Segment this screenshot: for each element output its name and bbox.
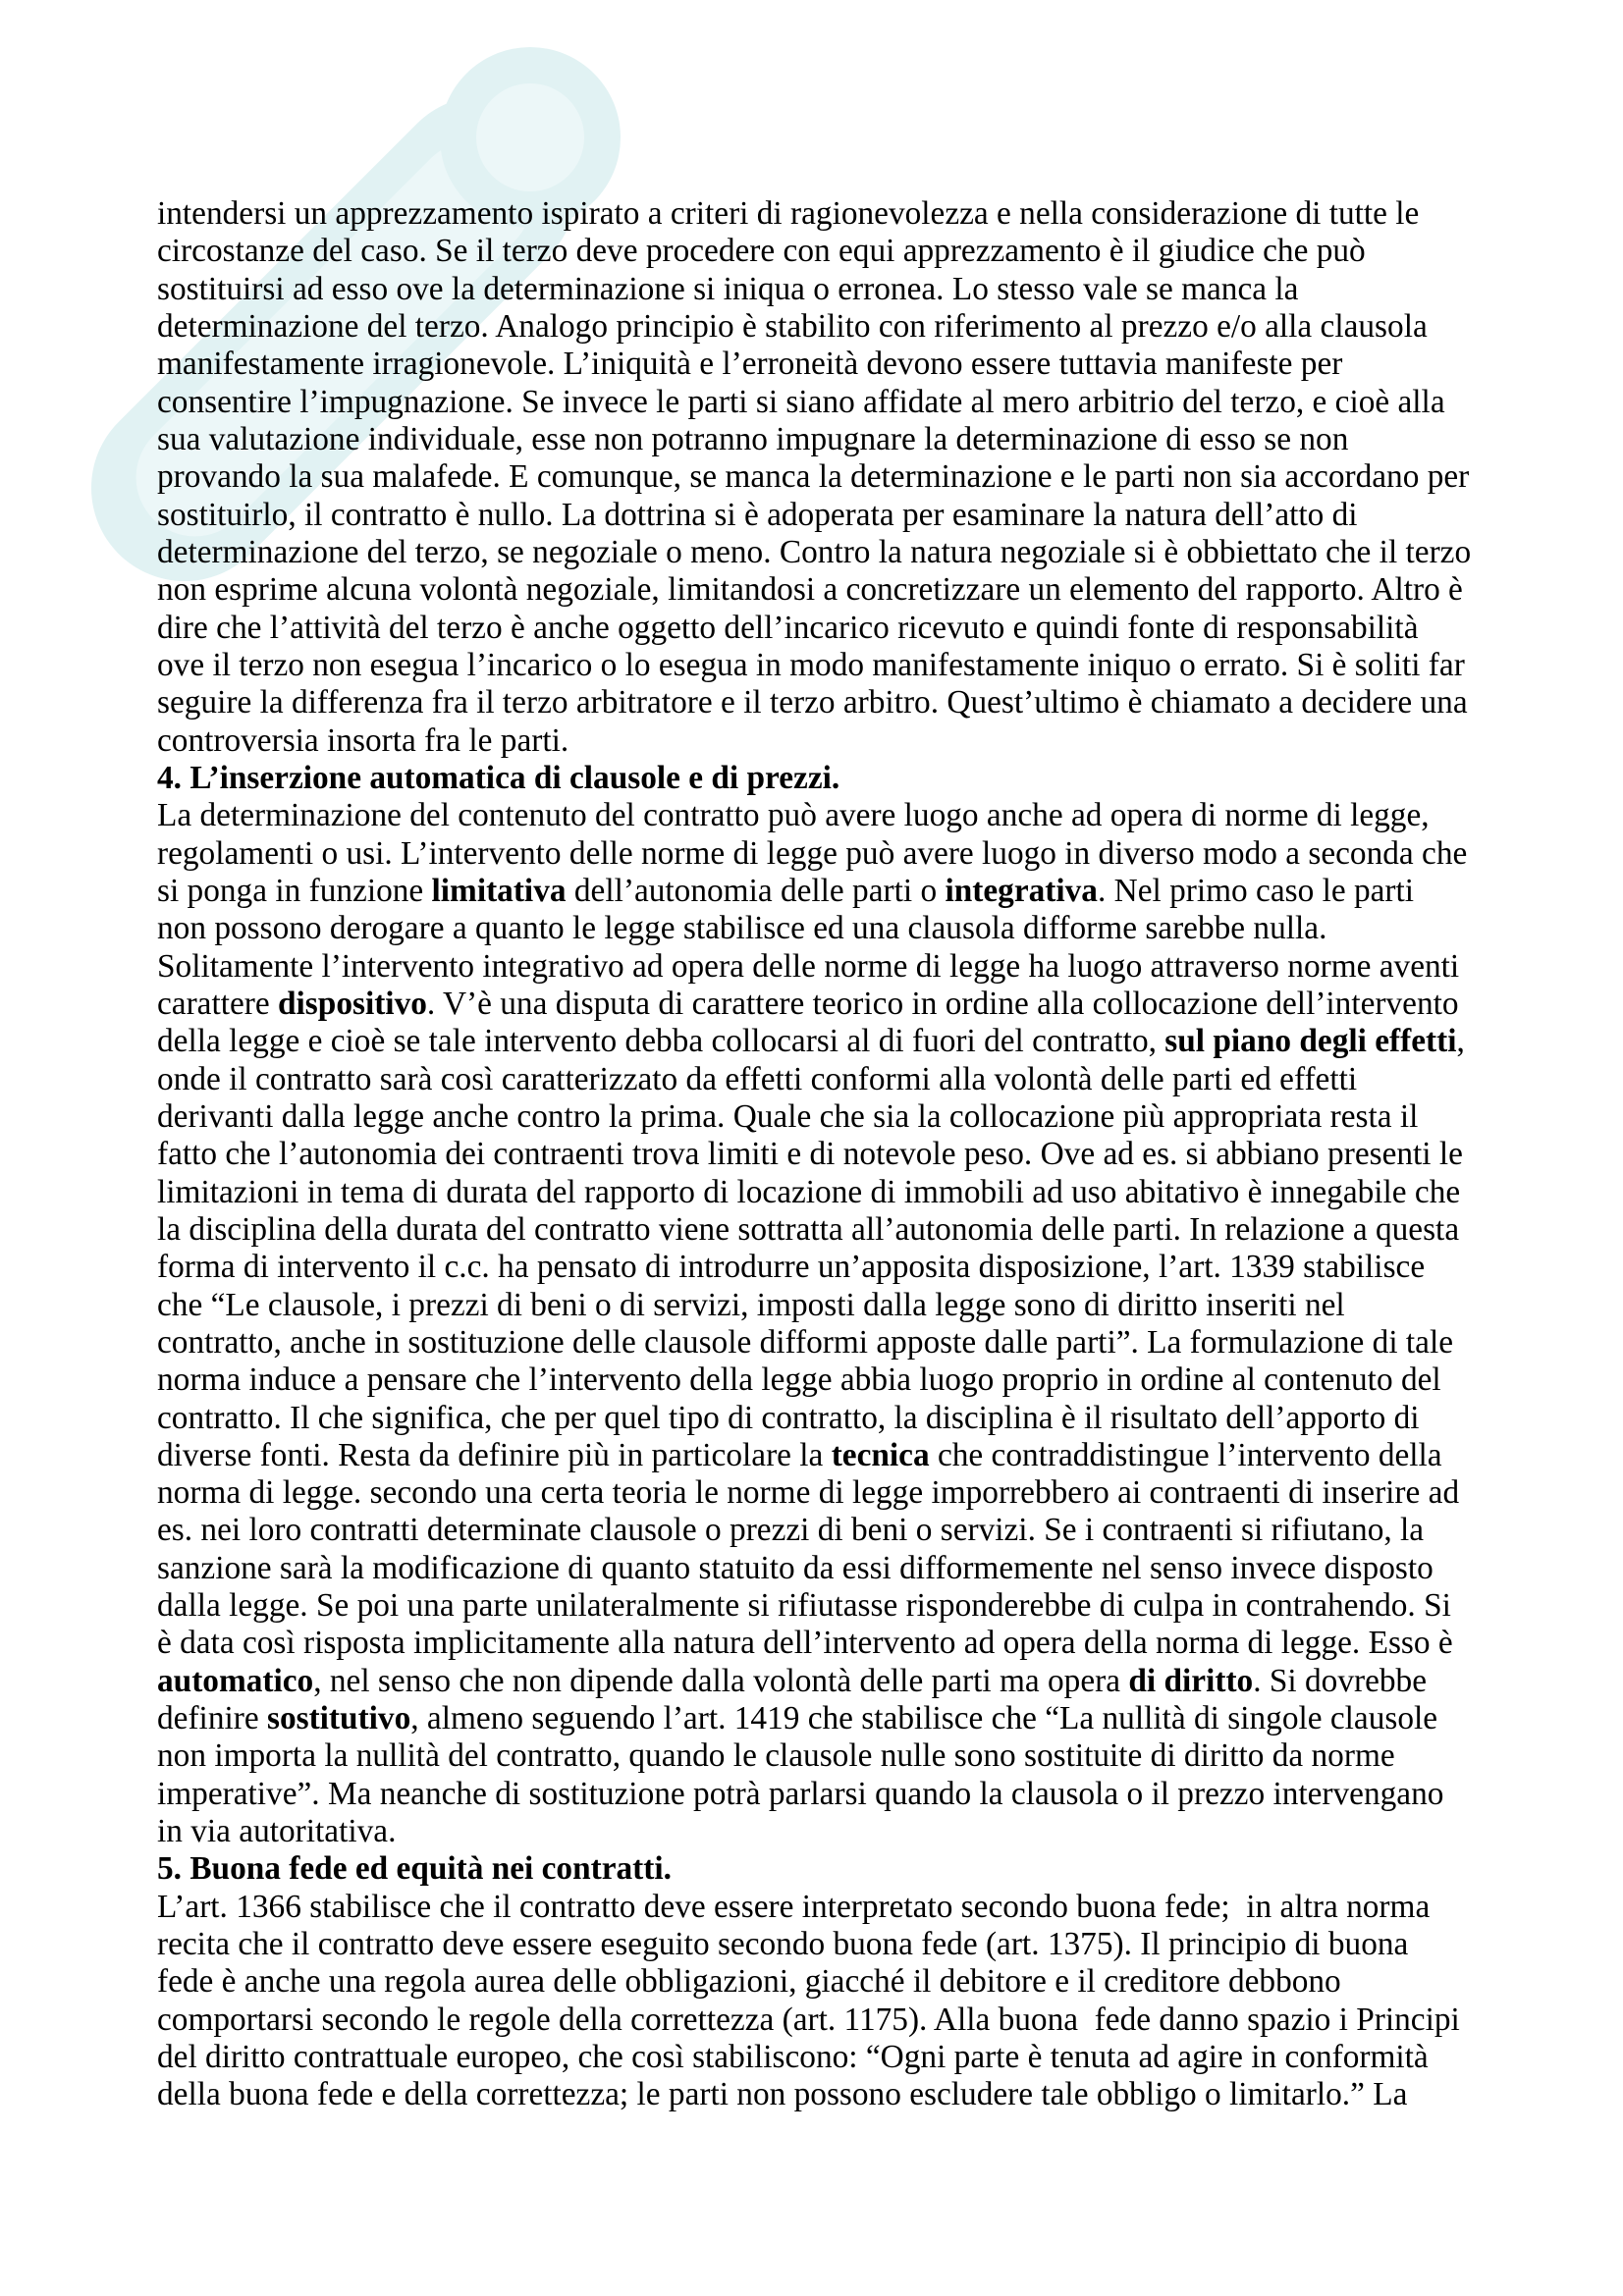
text-run: della legge e cioè se tale intervento debba collocarsi al di fuori del contratto, [157,1023,1165,1060]
text-run: diverse fonti. Resta da definire più in particolare la [157,1436,832,1473]
text-line: provando la sua malafede. E comunque, se manca la determinazione e le parti non sia accordano per [157,458,1470,496]
text-line: sua valutazione individuale, esse non potranno impugnare la determinazione di esso se non [157,420,1349,457]
text-line: non importa la nullità del contratto, quando le clausole nulle sono sostituite di diritto da norme [157,1737,1395,1775]
text-run: , [1456,1023,1465,1060]
section-heading: 5. Buona fede ed equità nei contratti. [157,1850,672,1888]
text-line: la disciplina della durata del contratto viene sottratta all’autonomia delle parti. In relazione a questa [157,1210,1460,1248]
text-line: in via autoritativa. [157,1813,397,1850]
text-line: La determinazione del contenuto del contratto può avere luogo anche ad opera di norme di legge, [157,797,1430,834]
text-line: sanzione sarà la modificazione di quanto statuito da essi difformemente nel senso invece disposto [157,1549,1434,1586]
text-line: es. nei loro contratti determinate clausole o prezzi di beni o servizi. Se i contraenti si rifiutano, la [157,1512,1425,1549]
bold-term: tecnica [831,1436,930,1473]
text-line [157,1023,1471,1060]
text-line: controversia insorta fra le parti. [157,721,569,759]
text-line: consentire l’impugnazione. Se invece le parti si siano affidate al mero arbitrio del terzo, e cioè alla [157,383,1445,420]
text-line: comportarsi secondo le regole della correttezza (art. 1175). Alla buona fede danno spazio i Principi [157,2001,1460,2038]
text-line: norma induce a pensare che l’intervento della legge abbia luogo proprio in ordine al contenuto del [157,1362,1441,1399]
text-run: definire [157,1700,267,1737]
text-line: determinazione del terzo. Analogo principio è stabilito con riferimento al prezzo e/o alla clausola [157,307,1428,345]
watermark-cap-inner [476,83,584,191]
text-run: , nel senso che non dipende dalla volontà delle parti ma opera [313,1662,1129,1699]
text-line [157,986,1471,1023]
text-line: limitazioni in tema di durata del rapporto di locazione di immobili ad uso abitativo è innegabile che [157,1173,1461,1210]
text-run: . V’è una disputa di carattere teorico in ordine alla collocazione dell’intervento [426,985,1459,1022]
text-line: non esprime alcuna volontà negoziale, limitandosi a concretizzare un elemento del rapporto. Altro è [157,571,1463,609]
text-line: sostituirsi ad esso ove la determinazione si iniqua o erronea. Lo stesso vale se manca la [157,270,1299,307]
bold-term: sul piano degli effetti [1164,1023,1457,1060]
text-line: dire che l’attività del terzo è anche oggetto dell’incarico ricevuto e quindi fonte di responsabilità [157,609,1419,646]
text-line: sostituirlo, il contratto è nullo. La dottrina si è adoperata per esaminare la natura dell’atto di [157,496,1358,533]
text-line: ove il terzo non esegua l’incarico o lo esegua in modo manifestamente iniquo o errato. Si è soliti far [157,646,1465,683]
text-line: che “Le clausole, i prezzi di beni o di servizi, imposti dalla legge sono di diritto inseriti nel [157,1286,1345,1323]
text-line: dalla legge. Se poi una parte unilateralmente si rifiutasse risponderebbe di culpa in contrahendo. Si [157,1587,1451,1625]
text-line: forma di intervento il c.c. ha pensato di introdurre un’apposita disposizione, l’art. 1339 stabilisce [157,1249,1426,1286]
section-heading: 4. L’inserzione automatica di clausole e di prezzi. [157,759,840,796]
text-line: derivanti dalla legge anche contro la prima. Quale che sia la collocazione più appropriata resta il [157,1097,1419,1135]
section-4 [157,760,1471,1851]
text-run: dell’autonomia delle parti o [566,872,946,909]
text-line: imperative”. Ma neanche di sostituzione potrà parlarsi quando la clausola o il prezzo intervengano [157,1775,1444,1812]
bold-term: di diritto [1128,1662,1254,1699]
page-body [157,195,1471,2114]
text-line: L’art. 1366 stabilisce che il contratto deve essere interpretato secondo buona fede; in altra norma [157,1888,1431,1925]
text-run: . Nel primo caso le parti [1097,872,1415,909]
text-line: contratto, anche in sostituzione delle clausole difformi apposte dalle parti”. La formulazione di tale [157,1323,1454,1361]
text-run: che contraddistingue l’intervento della [929,1436,1442,1473]
text-line: non possono derogare a quanto le legge stabilisce ed una clausola difforme sarebbe nulla. [157,910,1327,947]
bold-term: dispositivo [278,985,427,1022]
text-line: recita che il contratto deve essere eseguito secondo buona fede (art. 1375). Il principio di buona [157,1926,1409,1963]
text-line: contratto. Il che significa, che per quel tipo di contratto, la disciplina è il risultato dell’apporto di [157,1399,1420,1436]
text-line: regolamenti o usi. L’intervento delle norme di legge può avere luogo in diverso modo a seconda che [157,834,1468,872]
text-run: , almeno seguendo l’art. 1419 che stabilisce che “La nullità di singole clausole [410,1700,1438,1737]
text-run: si ponga in funzione [157,872,432,909]
text-line: intendersi un apprezzamento ispirato a criteri di ragionevolezza e nella considerazione di tutte le [157,195,1420,232]
text-line: fede è anche una regola aurea delle obbligazioni, giacché il debitore e il creditore debbono [157,1963,1341,2001]
text-line: fatto che l’autonomia dei contraenti trova limiti e di notevole peso. Ove ad es. si abbiano presenti le [157,1136,1463,1173]
text-run: carattere [157,985,279,1022]
text-line [157,1700,1471,1737]
bold-term: limitativa [431,872,567,909]
text-line: Solitamente l’intervento integrativo ad opera delle norme di legge ha luogo attraverso norme aventi [157,947,1460,985]
section-5 [157,1850,1471,2113]
text-line [157,1437,1471,1474]
text-line: è data così risposta implicitamente alla natura dell’intervento ad opera della norma di legge. Esso è [157,1625,1453,1662]
text-line: circostanze del caso. Se il terzo deve procedere con equi apprezzamento è il giudice che può [157,233,1366,270]
bold-term: sostitutivo [266,1700,411,1737]
text-line: del diritto contrattuale europeo, che così stabiliscono: “Ogni parte è tenuta ad agire in conformità [157,2039,1429,2076]
text-line [157,1663,1471,1700]
text-line: norma di legge. secondo una certa teoria le norme di legge imporrebbero ai contraenti di inserire ad [157,1474,1460,1512]
paragraph-terzo-determinazione [157,195,1471,760]
text-line [157,873,1471,910]
bold-term: integrativa [945,872,1098,909]
text-run: . Si dovrebbe [1253,1662,1428,1699]
text-line: seguire la differenza fra il terzo arbitratore e il terzo arbitro. Quest’ultimo è chiamato a decidere una [157,684,1468,721]
bold-term: automatico [157,1662,314,1699]
text-line: manifestamente irragionevole. L’iniquità e l’erroneità devono essere tuttavia manifeste per [157,346,1343,383]
text-line: onde il contratto sarà così caratterizzato da effetti conformi alla volontà delle parti ed effetti [157,1060,1358,1097]
text-line: della buona fede e della correttezza; le parti non possono escludere tale obbligo o limitarlo.” La [157,2076,1408,2113]
text-line: determinazione del terzo, se negoziale o meno. Contro la natura negoziale si è obbiettato che il terzo [157,533,1472,570]
